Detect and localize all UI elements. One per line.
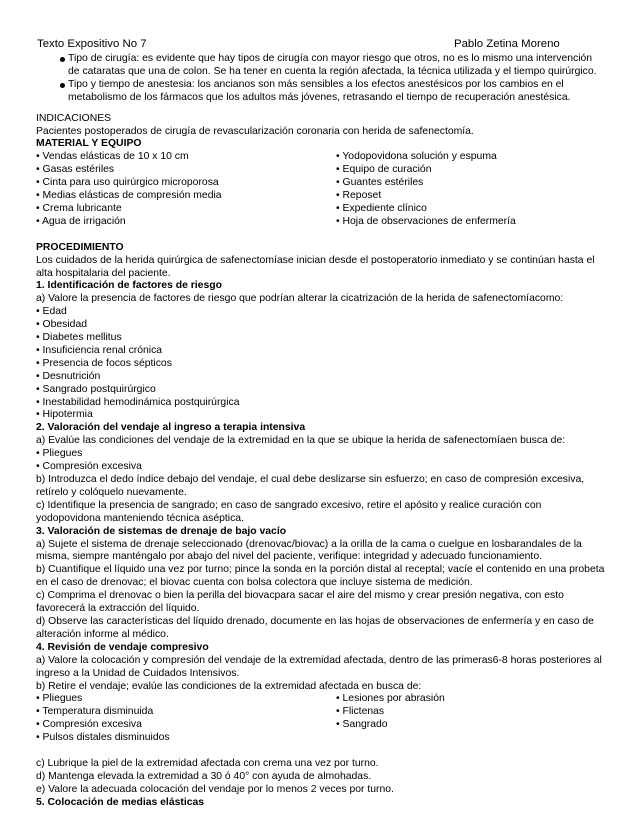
list-item: • Compresión excesiva • Sangrado	[36, 719, 388, 731]
section-4-title: 4. Revisión de vendaje compresivo	[36, 641, 209, 653]
section-3-title: 3. Valoración de sistemas de drenaje de bajo vacío	[36, 525, 287, 537]
section-3-a: a) Sujete el sistema de drenaje seleccionado (drenovac/biovac) a la orilla de la cama o cuelgue en losbarandales de la misma, siempre manténgalo por abajo del nivel del paciente, verifique: integridad y adecuado funcionamiento.	[36, 538, 582, 563]
section-1-a: a) Valore la presencia de factores de riesgo que podrían alterar la cicatrización de la herida de safenectomíacomo:	[36, 293, 564, 305]
section-4-b: b) Retire el vendaje; evalúe las condiciones de la extremidad afectada en busca de:	[36, 680, 422, 692]
list-item: • Temperatura disminuida • Flictenas	[36, 706, 385, 718]
list-item: Tipo de cirugía: es evidente que hay tipos de cirugía con mayor riesgo que otros, no es lo mismo una intervención de cataratas que una de colon. Se ha tener en cuenta la región afectada, la técnica utilizada y el tiempo quirúrgico.	[36, 53, 606, 79]
intro-bullet-list	[36, 53, 606, 105]
list-item: Tipo y tiempo de anestesia: los ancianos son más sensibles a los efectos anestésicos por los cambios en el metabolismo de los fármacos que los adultos más jóvenes, retrasando el tiempo de recuperación anestésica.	[36, 79, 606, 105]
document-body	[36, 53, 606, 810]
list-item: • Compresión excesiva	[36, 461, 142, 473]
list-item: • Hipotermia	[36, 409, 93, 421]
section-5-title: 5. Colocación de medias elásticas	[36, 796, 205, 808]
header-author: Pablo Zetina Moreno	[454, 38, 560, 50]
section-4-d: d) Mantenga elevada la extremidad a 30 ó 40° con ayuda de almohadas.	[36, 770, 372, 782]
list-item: • Presencia de focos sépticos	[36, 357, 172, 369]
risk-factor-list	[36, 306, 606, 422]
list-item: • Agua de irrigación • Hoja de observaciones de enfermería	[36, 215, 516, 227]
procedimiento-intro: Los cuidados de la herida quirúrgica de safenectomíase inician desde el postoperatorio inmediato y se continúan hasta el alta hospitalaria del paciente.	[36, 254, 595, 279]
list-item: • Diabetes mellitus	[36, 332, 122, 344]
list-item: • Pliegues • Lesiones por abrasión	[36, 693, 445, 705]
list-item: • Insuficiencia renal crónica	[36, 344, 163, 356]
list-item: • Cinta para uso quirúrgico microporosa • Guantes estériles	[36, 177, 424, 189]
page-header	[37, 38, 601, 52]
section-3-b: b) Cuantifique el líquido una vez por turno; pince la sonda en la porción distal al receptal; vacíe el contenido en una probeta en el caso de drenovac; el biovac cuenta con bolsa colectora que incluye sistema de medición.	[36, 564, 605, 589]
list-item: • Crema lubricante • Expediente clínico	[36, 202, 427, 214]
list-item: • Pliegues	[36, 448, 83, 460]
procedimiento-heading: PROCEDIMIENTO	[36, 241, 124, 253]
section-2-a: a) Evalúe las condiciones del vendaje de la extremidad en la que se ubique la herida de safenectomíaen busca de:	[36, 435, 566, 447]
bullet-icon	[60, 57, 65, 62]
bullet-icon	[60, 83, 65, 88]
section-4-c: c) Lubrique la piel de la extremidad afectada con crema una vez por turno.	[36, 757, 379, 769]
section-4-a: a) Valore la colocación y compresión del vendaje de la extremidad afectada, dentro de las primeras6-8 horas posteriores al ingreso a la Unidad de Cuidados Intensivos.	[36, 654, 602, 679]
list-item: • Medias elásticas de compresión media • Reposet	[36, 190, 382, 202]
list-item: • Desnutrición	[36, 370, 101, 382]
section-2-b: b) Introduzca el dedo índice debajo del vendaje, el cual debe deslizarse sin esfuerzo; en caso de compresión excesiva, retírelo y colóquelo nuevamente.	[36, 474, 585, 498]
header-title: Texto Expositivo No 7	[37, 38, 147, 50]
material-heading: MATERIAL Y EQUIPO	[36, 138, 142, 150]
section-4-e: e) Valore la adecuada colocación del vendaje por lo menos 2 veces por turno.	[36, 783, 394, 795]
indicaciones-heading: INDICACIONES	[36, 112, 112, 124]
list-item: • Obesidad	[36, 319, 88, 331]
list-item: • Vendas elásticas de 10 x 10 cm • Yodopovidona solución y espuma	[36, 151, 497, 163]
section-1-title: 1. Identificación de factores de riesgo	[36, 280, 222, 292]
indicaciones-text: Pacientes postoperados de cirugía de revascularización coronaria con herida de safenectomía.	[36, 125, 474, 137]
section-3-d: d) Observe las características del líquido drenado, documente en las hojas de observaciones de enfermería y en caso de alteración informe al médico.	[36, 615, 594, 640]
list-item: • Sangrado postquirúrgico	[36, 383, 156, 395]
list-item: • Inestabilidad hemodinámica postquirúrgica	[36, 396, 240, 408]
section-2-c: c) Identifique la presencia de sangrado; en caso de sangrado excesivo, retire el apósito y realice curación con yodopovidona manteniendo técnica aséptica.	[36, 499, 542, 524]
material-list	[36, 151, 606, 228]
extremity-check-list	[36, 693, 606, 745]
list-item: • Edad	[36, 306, 67, 318]
section-3-c: c) Comprima el drenovac o bien la perilla del biovacpara sacar el aire del mismo y crear presión negativa, con esto favorecerá la extracción del líquido.	[36, 590, 564, 615]
section-2-title: 2. Valoración del vendaje al ingreso a terapia intensiva	[36, 422, 306, 434]
list-item: • Pulsos distales disminuidos	[36, 732, 170, 744]
list-item: • Gasas estériles • Equipo de curación	[36, 164, 432, 176]
